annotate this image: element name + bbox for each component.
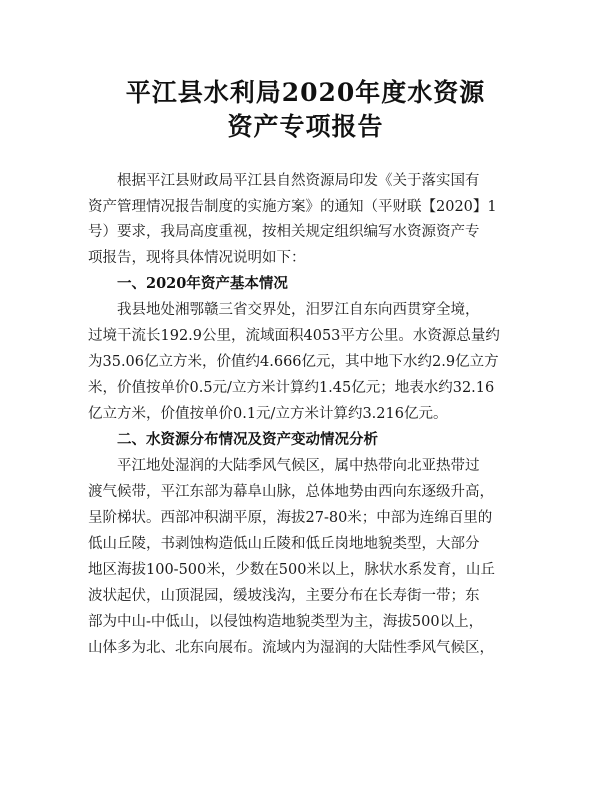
- document-title-line-1: 平江县水利局2020年度水资源: [125, 78, 486, 107]
- section-1-heading: 一、2020年资产基本情况: [117, 275, 288, 292]
- section-2-line: 地区海拔100-500米，少数在500米以上，脉状水系发育，山丘: [88, 562, 495, 578]
- section-1-line: 亿立方米，价值按单价0.1元/立方米计算约3.216亿元。: [88, 406, 448, 422]
- section-2-line: 低山丘陵，书剥蚀构造低山丘陵和低丘岗地地貌类型，大部分: [88, 536, 480, 552]
- document-title-line-2: 资产专项报告: [227, 112, 384, 141]
- section-2-heading: 二、水资源分布情况及资产变动情况分析: [117, 431, 378, 448]
- intro-line: 资产管理情况报告制度的实施方案》的通知（平财联【2020】1: [88, 199, 497, 215]
- intro-line: 根据平江县财政局平江县自然资源局印发《关于落实国有: [117, 173, 480, 189]
- intro-line: 号）要求，我局高度重视，按相关规定组织编写水资源资产专: [88, 224, 480, 240]
- intro-line: 项报告，现将具体情况说明如下：: [88, 250, 306, 266]
- section-1-line: 米，价值按单价0.5元/立方米计算约1.45亿元；地表水约32.16: [88, 380, 495, 396]
- section-2-line: 渡气候带，平江东部为幕阜山脉，总体地势由西向东逐级升高，: [88, 484, 494, 500]
- section-1-line: 为35.06亿立方米，价值约4.666亿元，其中地下水约2.9亿立方: [88, 354, 499, 370]
- section-2-line: 波状起伏，山顶混园，缓坡浅沟，主要分布在长寿街一带；东: [88, 588, 480, 604]
- section-2-line: 部为中山-中低山，以侵蚀构造地貌类型为主，海拔500以上，: [88, 614, 484, 630]
- section-2-line: 呈阶梯状。西部冲积湖平原，海拔27-80米；中部为连绵百里的: [88, 510, 493, 526]
- section-2-line: 平江地处湿润的大陆季风气候区，属中热带向北亚热带过: [117, 458, 480, 474]
- section-2-line: 山体多为北、北东向展布。流域内为湿润的大陆性季风气候区，: [88, 640, 494, 656]
- section-1-line: 过境干流长192.9公里，流域面积4053平方公里。水资源总量约: [88, 328, 500, 344]
- section-1-line: 我县地处湘鄂赣三省交界处，汨罗江自东向西贯穿全境，: [117, 302, 480, 318]
